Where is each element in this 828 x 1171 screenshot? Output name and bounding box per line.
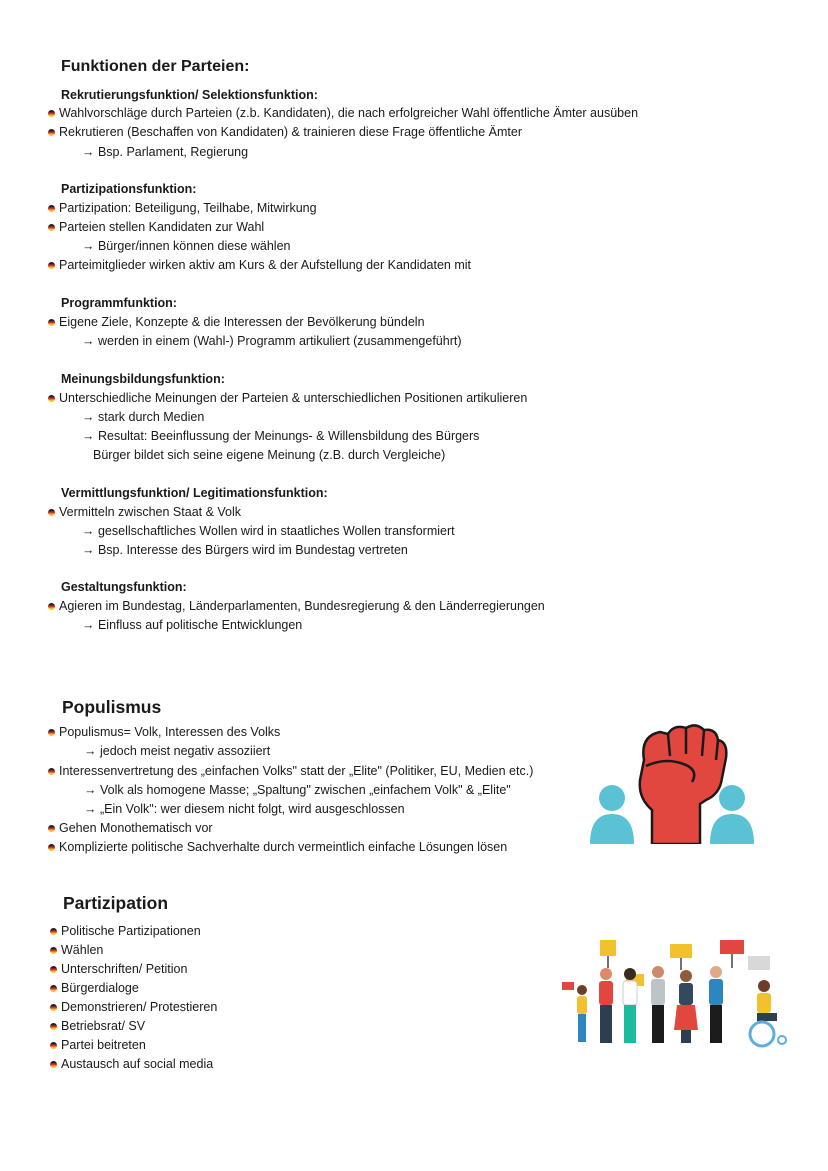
person-wheelchair: [750, 980, 786, 1046]
raised-fist-icon: [588, 720, 756, 844]
flag-bullet-icon: [50, 1023, 57, 1030]
arrow-note: → stark durch Medien: [82, 410, 205, 424]
list-item: Rekrutieren (Beschaffen von Kandidaten) & trainieren diese Frage öffentliche Ämter: [48, 125, 522, 139]
list-item: Unterschriften/ Petition: [50, 962, 187, 976]
protest-crowd-illustration: [558, 938, 794, 1048]
list-item: Austausch auf social media: [50, 1057, 213, 1071]
page-title: Funktionen der Parteien:: [61, 58, 250, 75]
list-item: Wahlvorschläge durch Parteien (z.b. Kandidaten), die nach erfolgreicher Wahl öffentliche Ämter ausüben: [48, 106, 638, 120]
heading-rekrutierung: Rekrutierungsfunktion/ Selektionsfunktion:: [61, 88, 318, 102]
flag-bullet-icon: [50, 966, 57, 973]
list-item: Komplizierte politische Sachverhalte durch vermeintlich einfache Lösungen lösen: [48, 840, 507, 854]
flag-bullet-icon: [50, 1042, 57, 1049]
list-item: Vermitteln zwischen Staat & Volk: [48, 505, 241, 519]
person-head: [719, 785, 745, 811]
flag-bullet-icon: [48, 768, 55, 775]
heading-programmfunktion: Programmfunktion:: [61, 296, 177, 310]
section-title-partizipation: Partizipation: [63, 893, 169, 913]
list-item: Populismus= Volk, Interessen des Volks: [48, 725, 280, 739]
heading-meinungsbildung: Meinungsbildungsfunktion:: [61, 372, 225, 386]
person: [709, 966, 723, 1043]
list-item: Demonstrieren/ Protestieren: [50, 1000, 217, 1014]
flag-bullet-icon: [48, 509, 55, 516]
flag-bullet-icon: [50, 1004, 57, 1011]
arrow-note: → Bürger/innen können diese wählen: [82, 239, 291, 253]
protest-sign: [600, 940, 616, 956]
list-item: Parteimitglieder wirken aktiv am Kurs & der Aufstellung der Kandidaten mit: [48, 258, 471, 272]
flag-bullet-icon: [48, 603, 55, 610]
flag-bullet-icon: [48, 825, 55, 832]
flag-bullet-icon: [50, 947, 57, 954]
flag-bullet-icon: [48, 110, 55, 117]
list-item: Betriebsrat/ SV: [50, 1019, 145, 1033]
list-item: Interessenvertretung des „einfachen Volks" statt der „Elite" (Politiker, EU, Medien etc.): [48, 764, 533, 778]
arrow-note: → Volk als homogene Masse; „Spaltung" zwischen „einfachem Volk" & „Elite": [84, 783, 511, 797]
flag-bullet-icon: [48, 262, 55, 269]
section-title-populismus: Populismus: [62, 697, 162, 717]
heading-gestaltung: Gestaltungsfunktion:: [61, 580, 187, 594]
flag-bullet-icon: [50, 928, 57, 935]
person-head: [599, 785, 625, 811]
person-body: [710, 814, 754, 844]
flag-bullet-icon: [48, 319, 55, 326]
arrow-note: → jedoch meist negativ assoziiert: [84, 744, 271, 758]
arrow-note: → gesellschaftliches Wollen wird in staatliches Wollen transformiert: [82, 524, 455, 538]
list-item: Agieren im Bundestag, Länderparlamenten, Bundesregierung & den Länderregierungen: [48, 599, 545, 613]
heading-vermittlung: Vermittlungsfunktion/ Legitimationsfunktion:: [61, 486, 328, 500]
flag-bullet-icon: [48, 129, 55, 136]
flag-bullet-icon: [50, 1061, 57, 1068]
list-item: Bürgerdialoge: [50, 981, 139, 995]
list-item: Eigene Ziele, Konzepte & die Interessen der Bevölkerung bündeln: [48, 315, 425, 329]
person: [577, 985, 587, 1042]
arrow-note: → werden in einem (Wahl-) Programm artikuliert (zusammengeführt): [82, 334, 462, 348]
flag-bullet-icon: [48, 224, 55, 231]
list-item: Gehen Monothematisch vor: [48, 821, 213, 835]
list-item: Politische Partizipationen: [50, 924, 201, 938]
arrow-note: → Einfluss auf politische Entwicklungen: [82, 618, 303, 632]
heading-partizipationsfunktion: Partizipationsfunktion:: [61, 182, 197, 196]
flag-bullet-icon: [48, 395, 55, 402]
list-item: Wählen: [50, 943, 103, 957]
protest-sign: [720, 940, 744, 954]
list-item: Partei beitreten: [50, 1038, 146, 1052]
list-item: Unterschiedliche Meinungen der Parteien & unterschiedlichen Positionen artikulieren: [48, 391, 527, 405]
person: [651, 966, 665, 1043]
person-body: [590, 814, 634, 844]
person: [599, 968, 613, 1043]
flag-bullet-icon: [48, 844, 55, 851]
protest-sign: [670, 944, 692, 958]
person: [674, 970, 698, 1043]
flag-bullet-icon: [48, 205, 55, 212]
arrow-note: → Bsp. Interesse des Bürgers wird im Bundestag vertreten: [82, 543, 408, 557]
flag-bullet-icon: [48, 729, 55, 736]
list-item: Parteien stellen Kandidaten zur Wahl: [48, 220, 264, 234]
protest-flag: [562, 982, 574, 990]
protest-sign: [748, 956, 770, 970]
arrow-note: → Bsp. Parlament, Regierung: [82, 145, 249, 159]
arrow-note: → Resultat: Beeinflussung der Meinungs- & Willensbildung des Bürgers: [82, 429, 480, 443]
arrow-note: → „Ein Volk": wer diesem nicht folgt, wird ausgeschlossen: [84, 802, 405, 816]
flag-bullet-icon: [50, 985, 57, 992]
list-item: Partizipation: Beteiligung, Teilhabe, Mitwirkung: [48, 201, 317, 215]
continuation-text: Bürger bildet sich seine eigene Meinung (z.B. durch Vergleiche): [93, 448, 446, 462]
